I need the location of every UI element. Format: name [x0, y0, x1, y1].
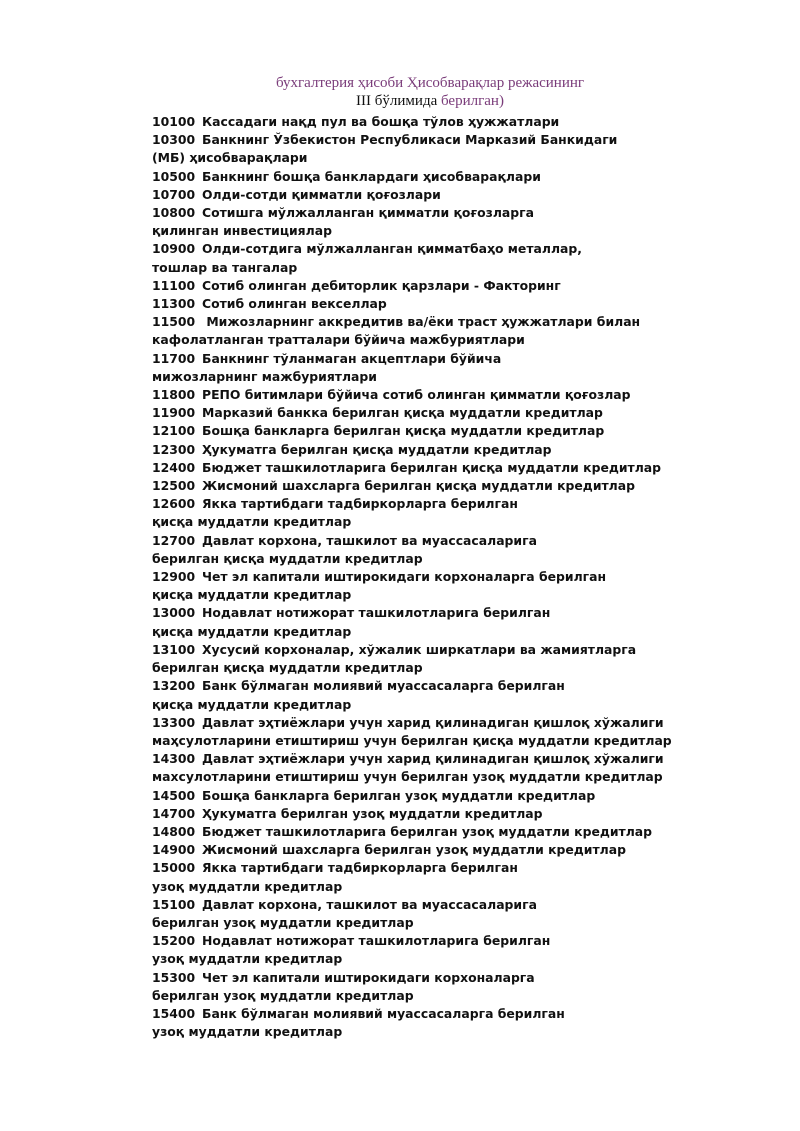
account-title: берилган қисқа муддатли кредитлар — [152, 660, 423, 676]
account-entry-line — [152, 987, 792, 1005]
account-entry-line — [152, 878, 792, 896]
account-entry — [152, 386, 792, 404]
account-entry-line — [152, 459, 792, 477]
account-entry-line — [152, 623, 792, 641]
account-title: тошлар ва тангалар — [152, 259, 298, 275]
account-title: Банк бўлмаган молиявий муассасаларга берилган — [202, 678, 565, 694]
account-entry-line — [152, 295, 792, 313]
account-entry-line — [152, 131, 792, 149]
account-title: берилган узоқ муддатли кредитлар — [152, 914, 414, 930]
account-entry-line — [152, 422, 792, 440]
account-entry — [152, 805, 792, 823]
account-entry-line — [152, 714, 792, 732]
account-code: 15200 — [152, 933, 196, 949]
account-code: 12700 — [152, 532, 196, 548]
account-code: 10700 — [152, 186, 196, 202]
account-entry — [152, 131, 792, 167]
account-title: кафолатланган тратталари бўйича мажбуриятлари — [152, 332, 525, 348]
account-title: Сотиб олинган векселлар — [202, 296, 387, 312]
account-code: 13300 — [152, 714, 196, 730]
account-title: қисқа муддатли кредитлар — [152, 623, 352, 639]
document-header — [0, 74, 800, 110]
account-entry-line — [152, 368, 792, 386]
account-entry-line — [152, 659, 792, 677]
account-entry-line — [152, 113, 792, 131]
account-code: 12100 — [152, 423, 196, 439]
account-entry-line — [152, 441, 792, 459]
account-entry — [152, 823, 792, 841]
account-title: Банк бўлмаган молиявий муассасаларга берилган — [202, 1005, 565, 1021]
account-title: қисқа муддатли кредитлар — [152, 696, 352, 712]
account-title: Чет эл капитали иштирокидаги корхоналарга — [202, 969, 535, 985]
account-code: 10900 — [152, 241, 196, 257]
account-title: мижозларнинг мажбуриятлари — [152, 368, 377, 384]
account-entry-line — [152, 841, 792, 859]
account-entry-line — [152, 168, 792, 186]
account-entry — [152, 896, 792, 932]
account-code: 12300 — [152, 441, 196, 457]
account-entry — [152, 459, 792, 477]
account-title: РЕПО битимлари бўйича сотиб олинган қимматли қоғозлар — [202, 387, 631, 403]
account-code: 12400 — [152, 459, 196, 475]
account-code: 11800 — [152, 387, 196, 403]
accounts-list — [152, 113, 792, 1041]
account-entry-line — [152, 350, 792, 368]
account-code: 13200 — [152, 678, 196, 694]
account-title: Марказий банкка берилган қисқа муддатли кредитлар — [202, 405, 603, 421]
account-entry — [152, 113, 792, 131]
account-title: қисқа муддатли кредитлар — [152, 587, 352, 603]
account-entry — [152, 932, 792, 968]
account-title: маҳсулотларини етиштириш учун берилган қисқа муддатли кредитлар — [152, 732, 672, 748]
account-entry — [152, 787, 792, 805]
account-entry — [152, 477, 792, 495]
account-title: Банкнинг бошқа банклардаги ҳисобварақлари — [202, 168, 541, 184]
account-title: Бошқа банкларга берилган қисқа муддатли кредитлар — [202, 423, 605, 439]
account-entry-line — [152, 823, 792, 841]
account-title: Ҳукуматга берилган қисқа муддатли кредитлар — [202, 441, 552, 457]
account-entry-line — [152, 186, 792, 204]
account-code: 10800 — [152, 205, 196, 221]
account-entry-line — [152, 805, 792, 823]
account-code: 14300 — [152, 751, 196, 767]
account-entry — [152, 532, 792, 568]
account-title: қилинган инвестициялар — [152, 223, 332, 239]
account-title: Ҳукуматга берилган узоқ муддатли кредитлар — [202, 805, 543, 821]
account-entry-line — [152, 532, 792, 550]
account-entry-line — [152, 313, 792, 331]
account-entry — [152, 404, 792, 422]
account-entry-line — [152, 204, 792, 222]
account-entry-line — [152, 696, 792, 714]
account-entry-line — [152, 1023, 792, 1041]
account-entry-line — [152, 859, 792, 877]
account-entry-line — [152, 568, 792, 586]
account-entry — [152, 168, 792, 186]
account-code: 14500 — [152, 787, 196, 803]
account-code: 10300 — [152, 132, 196, 148]
account-entry-line — [152, 641, 792, 659]
account-entry — [152, 204, 792, 240]
account-title: Нодавлат нотижорат ташкилотларига берилган — [202, 605, 551, 621]
account-entry — [152, 240, 792, 276]
account-title: Якка тартибдаги тадбиркорларга берилган — [202, 860, 518, 876]
account-entry — [152, 495, 792, 531]
account-title: узоқ муддатли кредитлар — [152, 951, 343, 967]
account-entry — [152, 350, 792, 386]
account-title: Банкнинг тўланмаган акцептлари бўйича — [202, 350, 502, 366]
account-entry — [152, 441, 792, 459]
account-entry-line — [152, 277, 792, 295]
account-entry-line — [152, 1005, 792, 1023]
account-entry — [152, 568, 792, 604]
account-entry — [152, 750, 792, 786]
account-title: Олди-сотдига мўлжалланган қимматбаҳо металлар, — [202, 241, 582, 257]
header-section-label: III бўлимида — [356, 93, 438, 109]
account-entry — [152, 641, 792, 677]
account-code: 15400 — [152, 1005, 196, 1021]
header-line-2 — [0, 92, 800, 110]
account-title: қисқа муддатли кредитлар — [152, 514, 352, 530]
account-entry-line — [152, 932, 792, 950]
account-title: Якка тартибдаги тадбиркорларга берилган — [202, 496, 518, 512]
account-entry — [152, 277, 792, 295]
account-entry-line — [152, 604, 792, 622]
account-title: Бошқа банкларга берилган узоқ муддатли кредитлар — [202, 787, 596, 803]
account-title: Мижозларнинг аккредитив ва/ёки траст ҳужжатлари билан — [202, 314, 641, 330]
account-entry-line — [152, 477, 792, 495]
account-code: 11300 — [152, 296, 196, 312]
account-entry-line — [152, 331, 792, 349]
account-code: 10100 — [152, 114, 196, 129]
account-code: 12600 — [152, 496, 196, 512]
account-entry-line — [152, 896, 792, 914]
account-entry-line — [152, 677, 792, 695]
account-entry — [152, 313, 792, 349]
account-entry — [152, 969, 792, 1005]
account-entry — [152, 677, 792, 713]
account-code: 11100 — [152, 277, 196, 293]
account-entry — [152, 1005, 792, 1041]
account-code: 12500 — [152, 478, 196, 494]
account-code: 14800 — [152, 823, 196, 839]
account-title: узоқ муддатли кредитлар — [152, 878, 343, 894]
account-code: 15300 — [152, 969, 196, 985]
account-code: 11900 — [152, 405, 196, 421]
account-code: 10500 — [152, 168, 196, 184]
account-code: 15100 — [152, 896, 196, 912]
account-entry-line — [152, 969, 792, 987]
account-code: 14900 — [152, 842, 196, 858]
account-title: Хусусий корхоналар, хўжалик ширкатлари ва жамиятларга — [202, 641, 637, 657]
account-title: Бюджет ташкилотларига берилган қисқа муддатли кредитлар — [202, 459, 662, 475]
account-title: Жисмоний шахсларга берилган қисқа муддатли кредитлар — [202, 478, 635, 494]
account-title: Сотиб олинган дебиторлик қарзлари - Факторинг — [202, 277, 561, 293]
account-title: берилган узоқ муддатли кредитлар — [152, 987, 414, 1003]
account-entry-line — [152, 222, 792, 240]
account-entry — [152, 841, 792, 859]
account-title: берилган қисқа муддатли кредитлар — [152, 550, 423, 566]
account-entry-line — [152, 732, 792, 750]
header-section-note: берилган) — [441, 93, 504, 109]
account-title: Кассадаги нақд пул ва бошқа тўлов ҳужжатлари — [202, 114, 560, 129]
account-entry-line — [152, 787, 792, 805]
account-title: Чет эл капитали иштирокидаги корхоналарга берилган — [202, 569, 607, 585]
account-code: 11500 — [152, 314, 196, 330]
account-entry-line — [152, 386, 792, 404]
account-title: Нодавлат нотижорат ташкилотларига берилган — [202, 933, 551, 949]
account-code: 13100 — [152, 641, 196, 657]
account-entry — [152, 859, 792, 895]
account-entry-line — [152, 240, 792, 258]
account-entry-line — [152, 586, 792, 604]
account-title: узоқ муддатли кредитлар — [152, 1024, 343, 1040]
account-entry — [152, 604, 792, 640]
account-code: 11700 — [152, 350, 196, 366]
account-title: Банкнинг Ўзбекистон Республикаси Марказий Банкидаги — [202, 132, 618, 148]
account-entry-line — [152, 495, 792, 513]
account-entry-line — [152, 259, 792, 277]
account-entry-line — [152, 950, 792, 968]
account-entry — [152, 295, 792, 313]
account-title: Давлат эҳтиёжлари учун харид қилинадиган қишлоқ хўжалиги — [202, 714, 664, 730]
account-code: 15000 — [152, 860, 196, 876]
account-code: 12900 — [152, 569, 196, 585]
account-title: Давлат корхона, ташкилот ва муассасаларига — [202, 896, 537, 912]
account-title: Бюджет ташкилотларига берилган узоқ муддатли кредитлар — [202, 823, 653, 839]
account-entry — [152, 714, 792, 750]
account-code: 13000 — [152, 605, 196, 621]
account-entry-line — [152, 914, 792, 932]
account-title: Олди-сотди қимматли қоғозлари — [202, 186, 441, 202]
account-title: (МБ) ҳисобварақлари — [152, 150, 308, 166]
account-title: Сотишга мўлжалланган қимматли қоғозларга — [202, 205, 534, 221]
account-entry — [152, 422, 792, 440]
account-entry-line — [152, 768, 792, 786]
account-entry-line — [152, 550, 792, 568]
account-title: Жисмоний шахсларга берилган узоқ муддатли кредитлар — [202, 842, 626, 858]
account-title: Давлат корхона, ташкилот ва муассасаларига — [202, 532, 537, 548]
account-entry-line — [152, 750, 792, 768]
account-entry-line — [152, 149, 792, 167]
account-entry-line — [152, 404, 792, 422]
account-entry — [152, 186, 792, 204]
account-code: 14700 — [152, 805, 196, 821]
account-entry-line — [152, 513, 792, 531]
account-title: махсулотларини етиштириш учун берилган узоқ муддатли кредитлар — [152, 769, 663, 785]
header-line-1: бухгалтерия ҳисоби Ҳисобварақлар режасининг — [275, 75, 585, 91]
account-title: Давлат эҳтиёжлари учун харид қилинадиган қишлоқ хўжалиги — [202, 751, 664, 767]
